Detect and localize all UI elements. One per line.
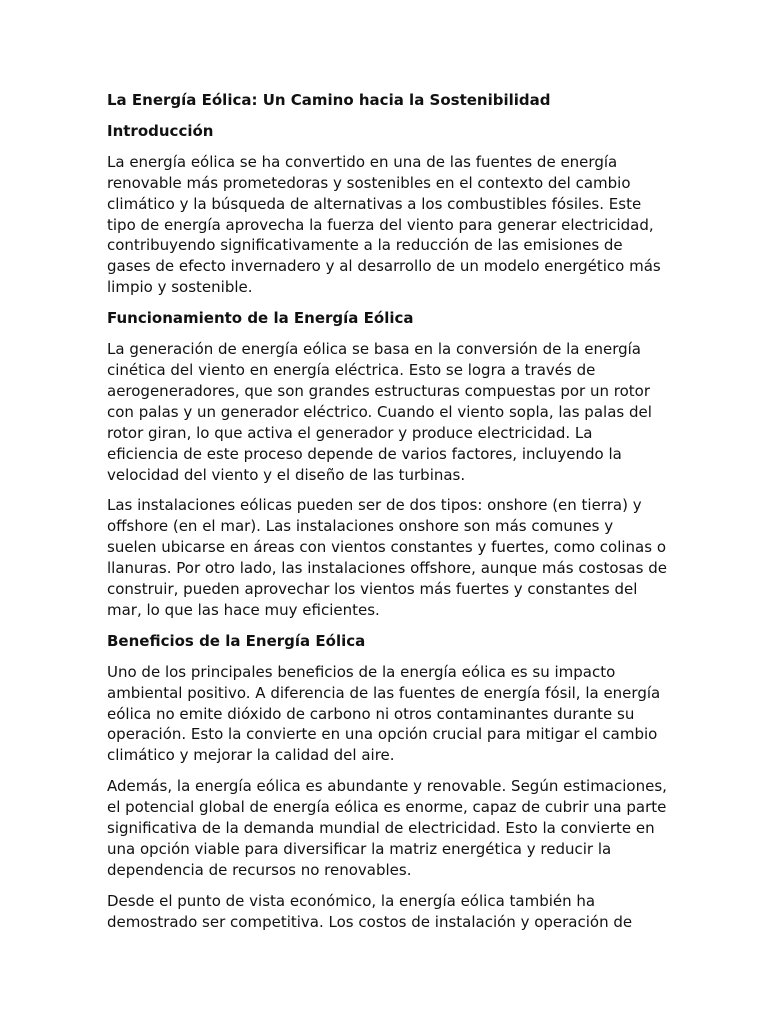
- paragraph: Además, la energía eólica es abundante y renovable. Según estimaciones, el potencial global de energía eólica es enorme, capaz de cubrir una parte significativa de la demanda mundial de electricidad. Esto la convierte en una opción viable para diversificar la matriz energética y reducir la dependencia de recursos no renovables.: [107, 777, 667, 879]
- document-page: [107, 89, 667, 943]
- paragraph: Uno de los principales beneficios de la energía eólica es su impacto ambiental positivo. A diferencia de las fuentes de energía fósil, la energía eólica no emite dióxido de carbono ni otros contaminantes durante su operación. Esto la convierte en una opción crucial para mitigar el cambio climático y mejorar la calidad del aire.: [107, 662, 661, 765]
- paragraph: Las instalaciones eólicas pueden ser de dos tipos: onshore (en tierra) y offshore (en el mar). Las instalaciones onshore son más comunes y suelen ubicarse en áreas con vientos constantes y fuertes, como colinas o llanuras. Por otro lado, las instalaciones offshore, aunque más costosas de construir, pueden aprovechar los vientos más fuertes y constantes del mar, lo que las hace muy eficientes.: [107, 496, 667, 619]
- section-heading-introduccion: Introducción: [107, 121, 214, 140]
- paragraph: La generación de energía eólica se basa en la conversión de la energía cinética del viento en energía eléctrica. Esto se logra a través de aerogeneradores, que son grandes estructuras compuestas por un rotor con palas y un generador eléctrico. Cuando el viento sopla, las palas del rotor giran, lo que activa el generador y produce electricidad. La eficiencia de este proceso depende de varios factores, incluyendo la velocidad del viento y el diseño de las turbinas.: [107, 340, 652, 484]
- section-heading-beneficios: Beneficios de la Energía Eólica: [107, 631, 366, 650]
- section-heading-funcionamiento: Funcionamiento de la Energía Eólica: [107, 309, 414, 328]
- paragraph: Desde el punto de vista económico, la energía eólica también ha demostrado ser competitiva. Los costos de instalación y operación de: [107, 891, 633, 931]
- document-title: La Energía Eólica: Un Camino hacia la Sostenibilidad: [107, 91, 551, 109]
- paragraph: La energía eólica se ha convertido en una de las fuentes de energía renovable más prometedoras y sostenibles en el contexto del cambio climático y la búsqueda de alternativas a los combustibles fósiles. Este tipo de energía aprovecha la fuerza del viento para generar electricidad, contribuyendo significativamente a la reducción de las emisiones de gases de efecto invernadero y al desarrollo de un modelo energético más limpio y sostenible.: [107, 152, 661, 297]
